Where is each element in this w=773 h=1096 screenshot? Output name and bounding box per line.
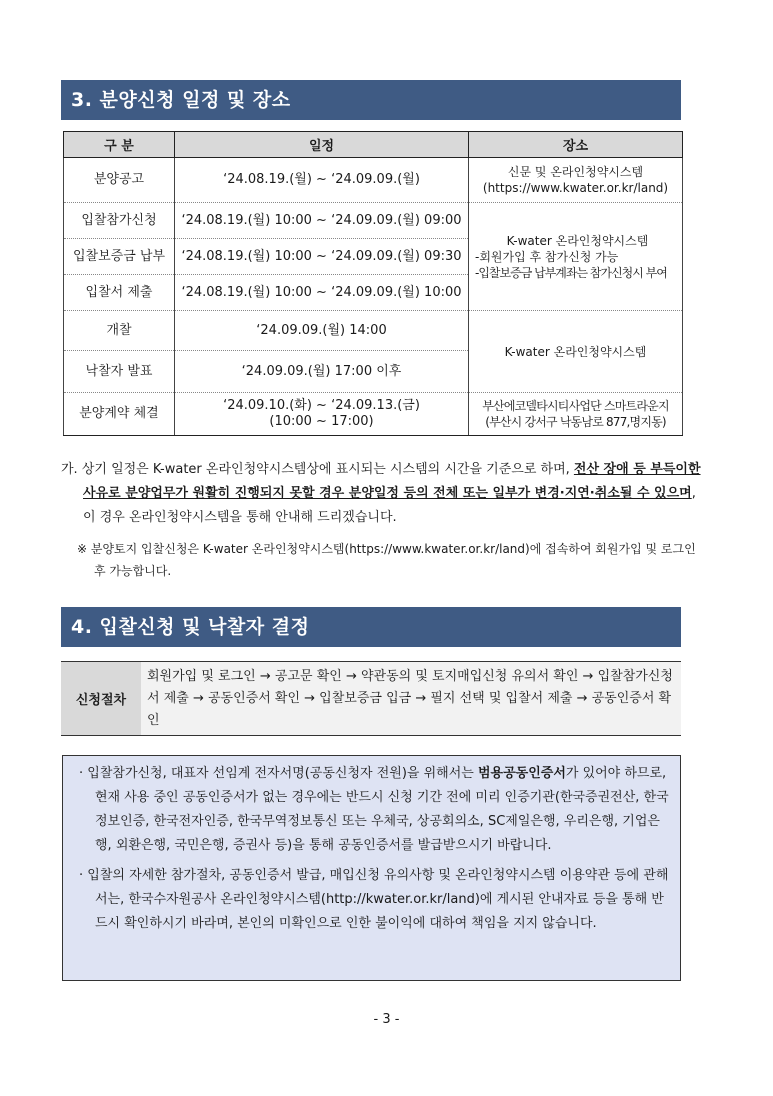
row-label: 분양공고 bbox=[64, 158, 175, 203]
row-date bbox=[175, 393, 469, 436]
place-cell-1 bbox=[469, 158, 683, 203]
page-number: - 3 - bbox=[373, 1012, 400, 1027]
procedure-label: 신청절차 bbox=[61, 662, 141, 735]
row-label: 입찰참가신청 bbox=[64, 203, 175, 239]
table-row bbox=[64, 311, 683, 351]
certificate-emphasis: 범용공동인증서 bbox=[477, 766, 566, 781]
row-date: ‘24.08.19.(월) ~ ‘24.09.09.(월) bbox=[175, 158, 469, 203]
place-url: (https://www.kwater.or.kr/land) bbox=[482, 181, 669, 195]
section-3-header bbox=[61, 80, 681, 120]
schedule-header-row bbox=[64, 132, 683, 158]
place-text: 신문 및 온라인청약시스템 bbox=[507, 165, 644, 179]
note-suffix: , 이 경우 온라인청약시스템을 통해 안내해 드리겠습니다. bbox=[83, 486, 696, 525]
row-label: 입찰보증금 납부 bbox=[64, 239, 175, 275]
note-emphasis: 전산 장애 등 부득이한 사유로 분양업무가 원활히 진행되지 못할 경우 분양일정 등의 전체 또는 일부가 변경·지연·취소될 수 있으며 bbox=[83, 462, 701, 501]
place-cell-3 bbox=[469, 311, 683, 393]
note-prefix: 가. 상기 일정은 K-water 온라인청약시스템상에 표시되는 시스템의 시간을 기준으로 하며, bbox=[61, 462, 574, 477]
place-text: K-water 온라인청약시스템 bbox=[504, 344, 647, 359]
table-row bbox=[64, 393, 683, 436]
contract-time: (10:00 ~ 17:00) bbox=[269, 414, 374, 429]
row-label: 낙찰자 발표 bbox=[64, 351, 175, 393]
place-address: (부산시 강서구 낙동남로 877,명지동) bbox=[485, 415, 666, 429]
table-row bbox=[64, 203, 683, 239]
row-label: 개찰 bbox=[64, 311, 175, 351]
section-4-title: 4. 입찰신청 및 낙찰자 결정 bbox=[71, 616, 310, 638]
info-bullet-1: · 입찰참가신청, 대표자 선임계 전자서명(공동신청자 전원)을 위해서는 범용공동인증서가 있어야 하므로, 현재 사용 중인 공동인증서가 없는 경우에는 반드시 신청 기간 전에 미리 인증기관(한국증권전산, 한국정보인증, 한국전자인증, 한국무역정보통신 또는 우체국, 상공회의소, SC제일은행, 우리은행, 기업은행, 외환은행, 국민은행, 증권사 등)을 통해 공동인증서를 발급받으시기 바랍니다. bbox=[79, 766, 669, 853]
section-4-header bbox=[61, 607, 681, 647]
row-date: ‘24.08.19.(월) 10:00 ~ ‘24.09.09.(월) 10:00 bbox=[175, 275, 469, 311]
info-bullet-2: · 입찰의 자세한 참가절차, 공동인증서 발급, 매입신청 유의사항 및 온라인청약시스템 이용약관 등에 관해서는, 한국수자원공사 온라인청약시스템(http://kwater.or.kr/land)에 게시된 안내자료 등을 통해 반드시 확인하시기 바라며, 본인의 미확인으로 인한 불이익에 대하여 책임을 지지 않습니다. bbox=[79, 868, 669, 931]
place-note: -회원가입 후 참가신청 가능 bbox=[475, 249, 619, 264]
procedure-text: 회원가입 및 로그인 → 공고문 확인 → 약관동의 및 토지매입신청 유의서 확인 → 입찰참가신청서 제출 → 공동인증서 확인 → 입찰보증금 입금 → 필지 선택 및 입찰서 제출 → 공동인증서 확인 bbox=[141, 662, 681, 735]
row-date: ‘24.09.09.(월) 14:00 bbox=[175, 311, 469, 351]
header-place: 장소 bbox=[469, 132, 683, 158]
info-box bbox=[62, 755, 681, 981]
section-3-title: 3. 분양신청 일정 및 장소 bbox=[71, 89, 291, 111]
header-category: 구 분 bbox=[64, 132, 175, 158]
place-text: K-water 온라인청약시스템 bbox=[506, 233, 649, 248]
place-cell-2 bbox=[469, 203, 683, 311]
table-row bbox=[64, 158, 683, 203]
row-date: ‘24.08.19.(월) 10:00 ~ ‘24.09.09.(월) 09:30 bbox=[175, 239, 469, 275]
reference-note-text: ※ 분양토지 입찰신청은 K-water 온라인청약시스템(https://www.kwater.or.kr/land)에 접속하여 회원가입 및 로그인 후 가능합니다. bbox=[77, 542, 696, 578]
reference-note bbox=[77, 538, 697, 582]
procedure-box bbox=[61, 661, 681, 736]
place-text: 부산에코델타시티사업단 스마트라운지 bbox=[482, 399, 669, 413]
row-date: ‘24.09.09.(월) 17:00 이후 bbox=[175, 351, 469, 393]
place-cell-4 bbox=[469, 393, 683, 436]
row-label: 입찰서 제출 bbox=[64, 275, 175, 311]
row-label: 분양계약 체결 bbox=[64, 393, 175, 436]
row-date: ‘24.08.19.(월) 10:00 ~ ‘24.09.09.(월) 09:00 bbox=[175, 203, 469, 239]
place-note: -입찰보증금 납부계좌는 참가신청시 부여 bbox=[475, 265, 667, 280]
contract-date: ‘24.09.10.(화) ~ ‘24.09.13.(금) bbox=[223, 398, 420, 413]
schedule-note bbox=[61, 458, 701, 530]
header-schedule: 일정 bbox=[175, 132, 469, 158]
schedule-table bbox=[63, 131, 683, 436]
